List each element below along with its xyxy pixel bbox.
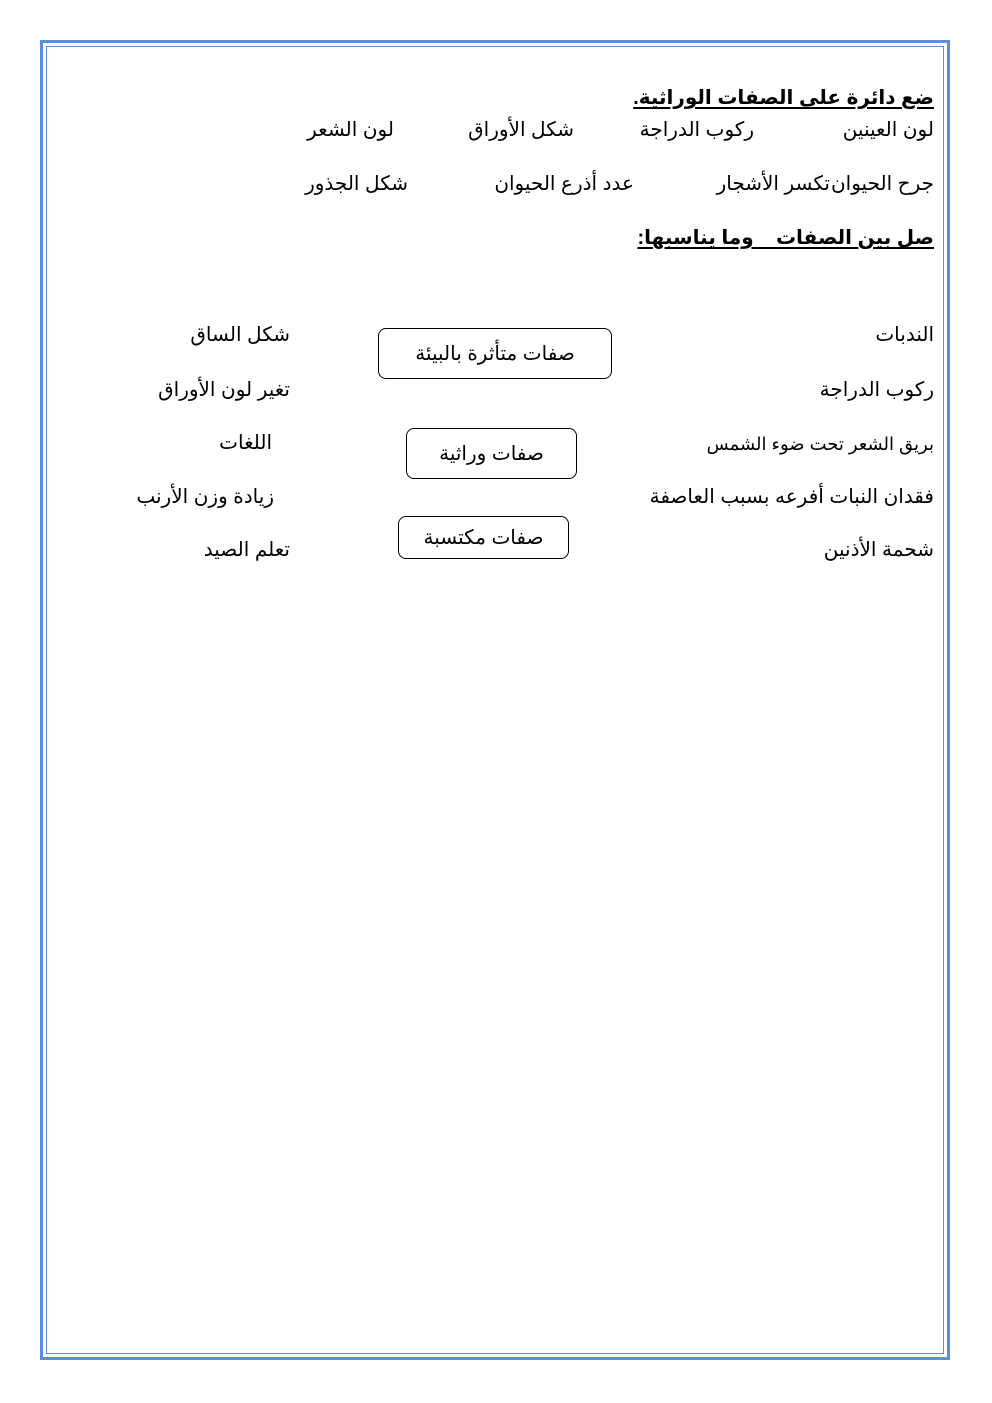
trait-broken-trees[interactable]: تكسر الأشجار [716, 173, 830, 195]
match-right-item: شحمة الأذنين [823, 539, 934, 561]
trait-eye-color[interactable]: لون العينين [842, 119, 934, 141]
trait-root-shape[interactable]: شكل الجذور [305, 173, 408, 195]
category-box-environment[interactable]: صفات متأثرة بالبيئة [378, 328, 612, 379]
trait-leaf-shape[interactable]: شكل الأوراق [468, 119, 574, 141]
trait-hair-color[interactable]: لون الشعر [307, 119, 394, 141]
section1-title: ضع دائرة على الصفات الوراثية. [633, 87, 934, 109]
category-box-inherited[interactable]: صفات وراثية [406, 428, 577, 479]
match-right-item: ركوب الدراجة [819, 379, 934, 401]
trait-animal-arms[interactable]: عدد أذرع الحيوان [494, 173, 634, 195]
trait-bike-riding[interactable]: ركوب الدراجة [639, 119, 754, 141]
match-left-item: تعلم الصيد [203, 539, 290, 561]
match-left-item: شكل الساق [190, 324, 290, 346]
match-right-item: فقدان النبات أفرعه بسبب العاصفة [649, 486, 934, 508]
trait-animal-wound[interactable]: جرح الحيوان [830, 173, 934, 195]
match-left-item: زيادة وزن الأرنب [136, 486, 274, 508]
match-right-item: الندبات [875, 324, 934, 346]
match-right-item: بريق الشعر تحت ضوء الشمس [706, 434, 934, 454]
section2-title: صل بين الصفات وما يناسبها: [637, 227, 934, 249]
match-left-item: اللغات [219, 432, 272, 454]
match-left-item: تغير لون الأوراق [158, 379, 290, 401]
category-box-acquired[interactable]: صفات مكتسبة [398, 516, 569, 559]
